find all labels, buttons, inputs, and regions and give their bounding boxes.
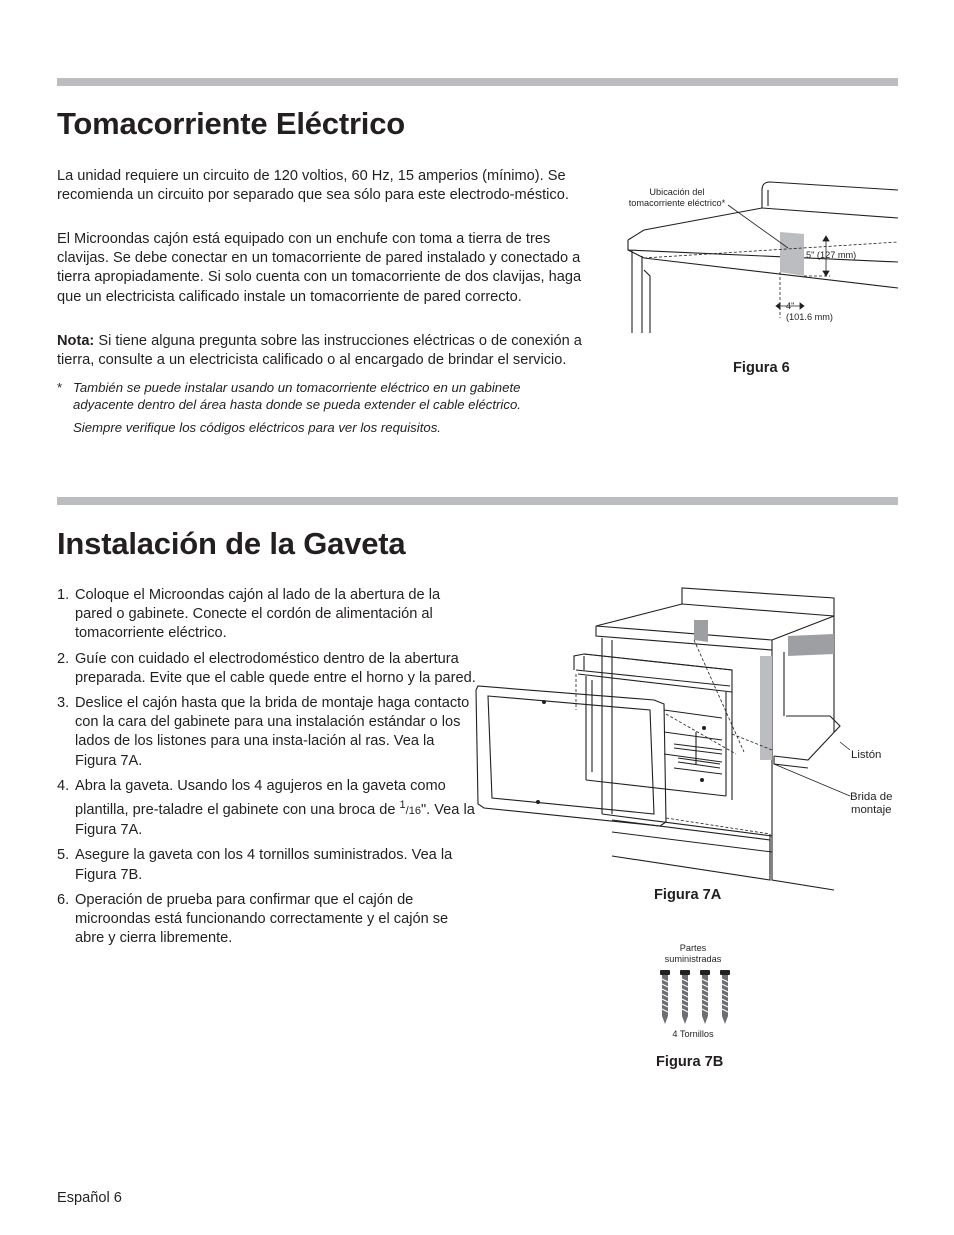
screw-icon [660,970,670,1024]
step-text: Abra la gaveta. Usando los 4 agujeros en la gaveta como plantilla, pre-taladre el gabinete con una broca de [75,777,446,818]
installation-steps-list [57,586,477,954]
outlet-location-zone [780,232,804,276]
step-number: 5. [57,847,70,864]
screw-icon [680,970,690,1024]
figure7a-label-brida-line2: montaje [850,804,892,816]
figure6-dim-horizontal-line2: (101.6 mm) [786,312,833,322]
step-item [57,694,477,771]
step-text: Operación de prueba para confirmar que el cajón de microondas está funcionando correctamente y el cajón se abre y cierra libremente. [75,891,449,947]
fraction-numerator: 1 [399,799,406,812]
footnote-asterisk: * [57,380,63,395]
section-title-drawer-installation: Instalación de la Gaveta [57,526,406,561]
figure7a-label-liston: Listón [851,749,882,761]
footnote-adjacent-cabinet: También se puede instalar usando un tomacorriente eléctrico en un gabinete adyacente dentro del área hasta donde se pueda extender el cable eléctrico. [73,380,521,412]
figure7b-screws-illustration [656,970,740,1026]
mounting-strip-right [788,634,834,656]
step-item [57,586,477,644]
step-item [57,777,477,840]
figure6-caption: Figura 6 [733,360,790,376]
mounting-strip-left [694,620,708,642]
paragraph-note [57,332,602,370]
figure7b-screws-label: 4 Tornillos [672,1029,714,1039]
note-text: Si tiene alguna pregunta sobre las instrucciones eléctricas o de conexión a tierra, consulte a un electricista calificado o al encargado de brindar el servicio. [57,333,582,369]
step-text-end: ". Vea la Figura 7A. [75,801,475,839]
fraction-denominator: /16 [405,804,421,817]
footnote-check-codes: Siempre verifique los códigos eléctricos para ver los requisitos. [73,420,441,435]
step-text: Deslice el cajón hasta que la brida de montaje haga contacto con la cara del gabinete para una instalación estándar o los lados de los listones para una insta-lación al ras. Vea la Figura 7A. [75,695,470,769]
step-number: 1. [57,587,70,603]
figure6-dim-horizontal [786,301,833,323]
step-text: Coloque el Microondas cajón al lado de la abertura de la pared o gabinete. Conecte el cordón de alimentación al tomacorriente eléctrico. [75,587,441,642]
figure7a-label-brida [850,791,892,817]
step-item [57,650,477,688]
step-number: 6. [57,891,70,908]
paragraph-grounded-plug: El Microondas cajón está equipado con un enchufe con toma a tierra de tres clavijas. Se debe conectar en un tomacorriente de pared instalado y conectado a tierra apropiadamente. Si solo cuenta con un tomacorriente de dos clavijas, haga que un electricista calificado instale un tomacorriente de pared correcto. [57,231,582,305]
step-number: 4. [57,777,70,794]
figure6-outlet-label-line2: tomacorriente eléctrico* [628,198,726,208]
note-label: Nota: [57,333,95,349]
screw-icon [700,970,710,1024]
figure6-outlet-label [620,187,734,209]
figure6-outlet-label-line1: Ubicación del [649,187,705,197]
paragraph-circuit-requirement: La unidad requiere un circuito de 120 voltios, 60 Hz, 15 amperios (mínimo). Se recomienda un circuito por separado que sea sólo para este electrodo-méstico. [57,168,569,204]
mounting-strip-side [760,656,772,760]
figure7b-parts-label-line2: suministradas [664,954,722,964]
page-footer-label: Español 6 [57,1190,122,1206]
figure7a-drawer-installation-diagram [474,584,874,896]
section-title-electrical-outlet: Tomacorriente Eléctrico [57,106,405,141]
figure6-dim-horizontal-line1: 4" [786,301,795,311]
figure7a-caption: Figura 7A [654,887,722,903]
screw-icon [720,970,730,1024]
figure7b-parts-label-line1: Partes [679,943,707,953]
section-divider-top [57,78,898,86]
figure7b-parts-label [646,943,740,965]
figure7b-caption: Figura 7B [656,1054,724,1070]
step-text: Guíe con cuidado el electrodoméstico dentro de la abertura preparada. Evite que el cable quede entre el horno y la pared. [75,650,476,686]
step-item [57,846,477,884]
step-number: 2. [57,650,70,667]
step-number: 3. [57,695,70,712]
step-item [57,891,477,949]
figure7a-label-brida-line1: Brida de [850,791,893,803]
figure6-dim-vertical: 5" (127 mm) [806,250,857,260]
step-text: Asegure la gaveta con los 4 tornillos suministrados. Vea la Figura 7B. [75,847,453,883]
section-divider-middle [57,497,898,505]
